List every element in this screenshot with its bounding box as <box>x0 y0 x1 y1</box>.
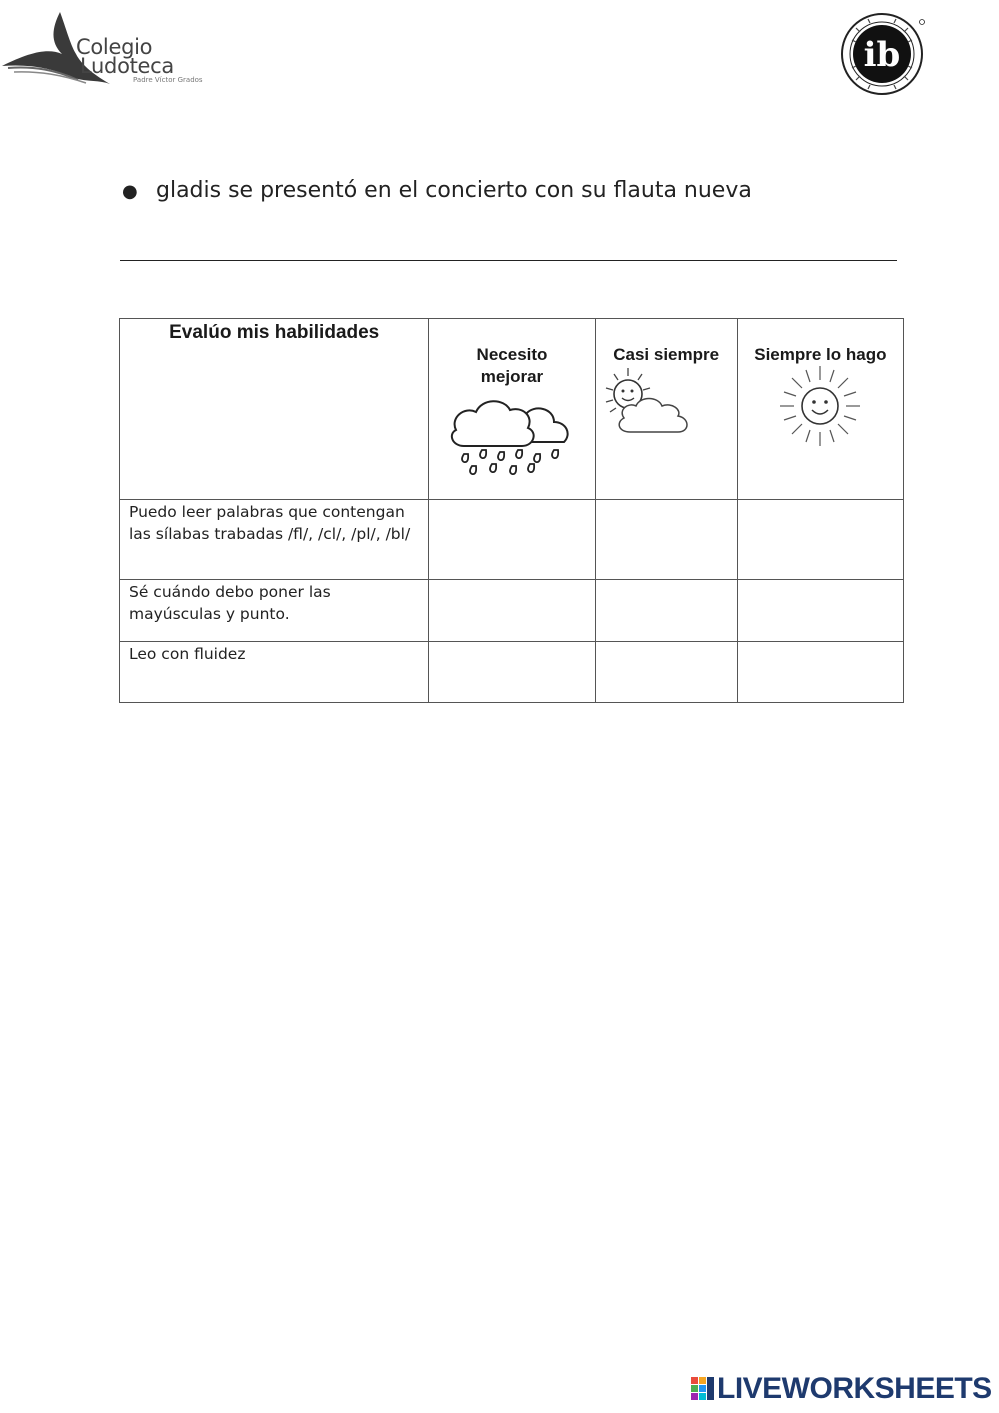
answer-cell-needs-improvement[interactable] <box>429 642 595 703</box>
skill-cell <box>120 580 429 642</box>
table-row <box>120 642 904 703</box>
svg-text:ib: ib <box>863 35 901 75</box>
sun-behind-cloud-icon <box>602 366 702 438</box>
school-logo-line3: Padre Víctor Grados <box>133 76 203 84</box>
answer-cell-needs-improvement[interactable] <box>429 500 595 580</box>
sentence-text: gladis se presentó en el concierto con su flauta nueva <box>156 178 752 203</box>
exercise-sentence <box>122 178 752 203</box>
table-title: Evalúo mis habilidades <box>169 322 380 343</box>
table-row <box>120 500 904 580</box>
skill-text: Sé cuándo debo poner las mayúsculas y punto. <box>129 583 331 623</box>
answer-cell-almost-always[interactable] <box>595 580 737 642</box>
table-title-cell <box>120 319 429 500</box>
column-header-always <box>737 319 903 500</box>
answer-cell-almost-always[interactable] <box>595 500 737 580</box>
answer-cell-always[interactable] <box>737 642 903 703</box>
footer-brand-text: LIVEWORKSHEETS <box>717 1372 992 1405</box>
answer-cell-needs-improvement[interactable] <box>429 580 595 642</box>
answer-cell-always[interactable] <box>737 580 903 642</box>
skill-cell <box>120 500 429 580</box>
answer-line[interactable] <box>120 260 897 261</box>
column-label: Siempre lo hago <box>754 345 887 364</box>
rain-cloud-icon <box>442 388 582 478</box>
ib-world-school-seal-icon <box>838 10 930 98</box>
evaluation-table <box>119 318 904 703</box>
answer-cell-almost-always[interactable] <box>595 642 737 703</box>
column-header-almost-always <box>595 319 737 500</box>
school-logo <box>0 8 220 88</box>
table-row <box>120 580 904 642</box>
skill-text: Leo con fluidez <box>129 645 246 663</box>
liveworksheets-logo-icon <box>690 1376 716 1402</box>
bullet-icon: ● <box>122 181 138 202</box>
skill-text: Puedo leer palabras que contengan las sílabas trabadas /fl/, /cl/, /pl/, /bl/ <box>129 503 411 543</box>
school-logo-line1: Colegio <box>76 35 153 59</box>
column-header-needs-improvement <box>429 319 595 500</box>
smiling-sun-icon <box>778 364 862 448</box>
table-header-row <box>120 319 904 500</box>
column-label: Casi siempre <box>613 345 720 364</box>
skill-cell <box>120 642 429 703</box>
footer-brand <box>690 1372 990 1406</box>
answer-cell-always[interactable] <box>737 500 903 580</box>
column-label: Necesito mejorar <box>476 345 548 386</box>
school-logo-line2: Ludoteca <box>80 54 174 78</box>
